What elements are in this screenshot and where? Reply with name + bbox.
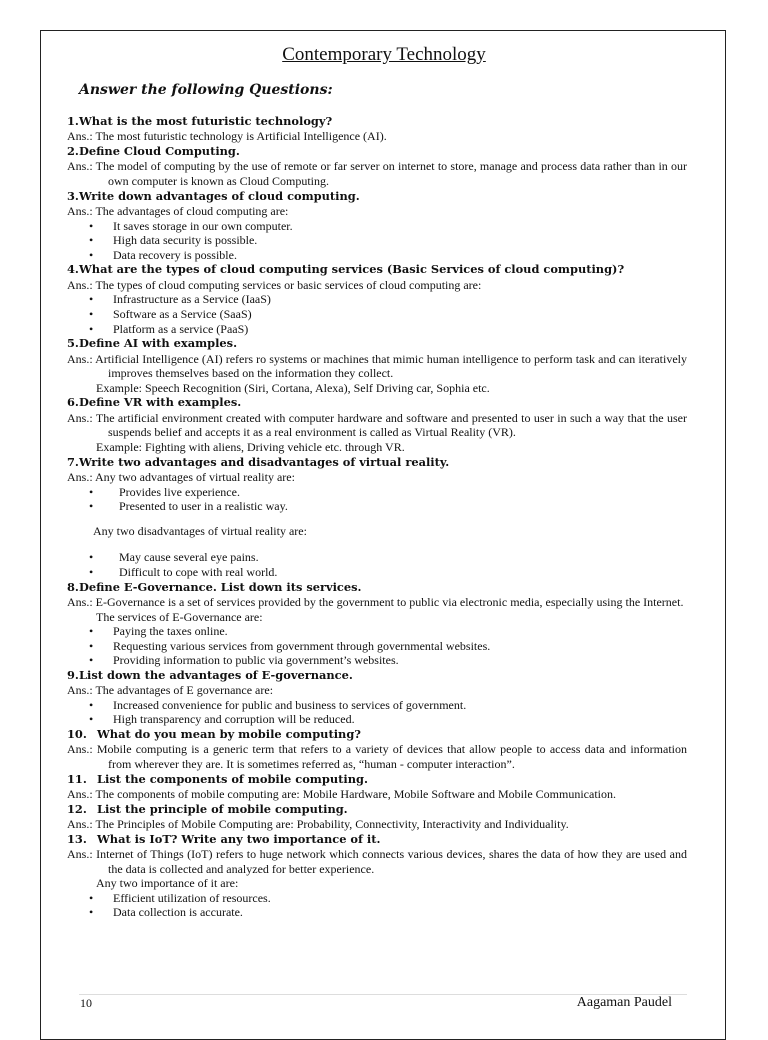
list-item: • Efficient utilization of resources. <box>67 891 687 906</box>
list-item: • Data recovery is possible. <box>67 248 687 263</box>
instructions-heading: Answer the following Questions: <box>79 82 333 98</box>
question-2: 2.Define Cloud Computing. <box>67 144 240 158</box>
question-12: 12. List the principle of mobile computing. <box>67 801 348 816</box>
question-9: 9.List down the advantages of E-governance. <box>67 667 353 682</box>
answer-13-list <box>67 891 687 920</box>
answer-1: Ans.: The most futuristic technology is Artificial Intelligence (AI). <box>67 129 387 144</box>
answer-3-list <box>67 219 687 263</box>
question-8: 8.Define E-Governance. List down its services. <box>67 579 362 594</box>
list-item: • Presented to user in a realistic way. <box>67 499 687 514</box>
list-item: • Data collection is accurate. <box>67 905 687 920</box>
answer-4: Ans.: The types of cloud computing services or basic services of cloud computing are: <box>67 277 482 292</box>
question-1: 1.What is the most futuristic technology? <box>67 114 333 128</box>
answer-13-importance-intro: Any two importance of it are: <box>96 876 239 891</box>
answer-12: Ans.: The Principles of Mobile Computing are: Probability, Connectivity, Interactivity and Individuality. <box>67 817 569 832</box>
answer-3: Ans.: The advantages of cloud computing are: <box>67 204 289 218</box>
answer-6-example: Example: Fighting with aliens, Driving vehicle etc. through VR. <box>96 439 405 454</box>
list-item: • High data security is possible. <box>67 233 687 248</box>
list-item: • May cause several eye pains. <box>67 550 687 565</box>
answer-10: Ans.: Mobile computing is a generic term that refers to a variety of devices that allow people to access data and information from wherever they are. It is sometimes referred as, “human - computer interaction”. <box>67 742 687 772</box>
answer-7-disadvantages-intro: Any two disadvantages of virtual reality are: <box>93 523 307 538</box>
list-item: • Provides live experience. <box>67 485 687 500</box>
answer-9-list <box>67 698 687 727</box>
answer-2: Ans.: The model of computing by the use of remote or far server on internet to store, manage and process data rather than in our own computer is known as Cloud Computing. <box>67 159 687 188</box>
answer-4-list <box>67 292 687 336</box>
answer-8-services-intro: The services of E-Governance are: <box>96 609 263 624</box>
qa-content <box>67 114 687 920</box>
answer-8: Ans.: E-Governance is a set of services provided by the government to public via electronic media, especially using the Internet. <box>67 594 684 609</box>
list-item: • Software as a Service (SaaS) <box>67 307 687 322</box>
list-item: • It saves storage in our own computer. <box>67 219 687 234</box>
answer-5-example: Example: Speech Recognition (Siri, Cortana, Alexa), Self Driving car, Sophia etc. <box>96 380 490 395</box>
question-4: 4.What are the types of cloud computing services (Basic Services of cloud computing)? <box>67 262 625 277</box>
question-5: 5.Define AI with examples. <box>67 336 238 351</box>
list-item: • Providing information to public via government’s websites. <box>67 653 687 668</box>
answer-6: Ans.: The artificial environment created with computer hardware and software and presented to user in such a way that the user suspends belief and accepts it as a real environment is called as Virtual Reality (VR). <box>67 410 687 440</box>
list-item: • High transparency and corruption will be reduced. <box>67 712 687 727</box>
answer-8-list <box>67 624 687 668</box>
answer-7: Ans.: Any two advantages of virtual reality are: <box>67 469 295 484</box>
answer-9: Ans.: The advantages of E governance are: <box>67 683 274 698</box>
question-6: 6.Define VR with examples. <box>67 395 242 410</box>
list-item: • Platform as a service (PaaS) <box>67 322 687 337</box>
answer-13: Ans.: Internet of Things (IoT) refers to huge network which connects various devices, shares the data of how they are used and the data is collected and analyzed for better experience. <box>67 847 687 876</box>
question-7: 7.Write two advantages and disadvantages of virtual reality. <box>67 454 450 469</box>
question-11: 11. List the components of mobile computing. <box>67 771 368 786</box>
page-number: 10 <box>80 996 92 1010</box>
answer-5: Ans.: Artificial Intelligence (AI) refers ro systems or machines that mimic human intelligence to perform task and can iteratively improves themselves based on the information they collect. <box>67 351 687 381</box>
list-item: • Increased convenience for public and business to services of government. <box>67 698 687 713</box>
list-item: • Requesting various services from government through governmental websites. <box>67 639 687 654</box>
question-3: 3.Write down advantages of cloud computing. <box>67 188 360 203</box>
answer-7-advantages <box>67 485 687 514</box>
question-10: 10. What do you mean by mobile computing? <box>67 727 361 742</box>
list-item: • Infrastructure as a Service (IaaS) <box>67 292 687 307</box>
answer-7-disadvantages <box>67 550 687 579</box>
question-13: 13. What is IoT? Write any two importance of it. <box>67 831 381 846</box>
page-title: Contemporary Technology <box>282 44 486 65</box>
list-item: • Difficult to cope with real world. <box>67 565 687 580</box>
author-name: Aagaman Paudel <box>576 995 672 1010</box>
list-item: • Paying the taxes online. <box>67 624 687 639</box>
answer-11: Ans.: The components of mobile computing are: Mobile Hardware, Mobile Software and Mobile Communication. <box>67 787 616 802</box>
